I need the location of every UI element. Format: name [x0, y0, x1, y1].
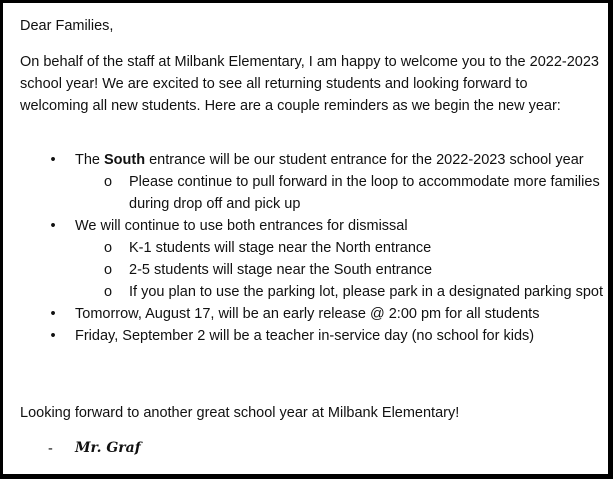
intro-paragraph: On behalf of the staff at Milbank Elementary, I am happy to welcome you to the 2022-2023 school year! We are excited to see all returning students and looking forward to welcoming all new students. Here are a couple reminders as we begin the new year:	[20, 54, 599, 114]
bullet-text-suffix: entrance will be our student entrance for the 2022-2023 school year	[145, 152, 584, 168]
sub-bullet-item	[20, 259, 605, 281]
sub-bullet-marker: o	[103, 174, 113, 190]
bullet-marker: •	[50, 218, 56, 234]
bullet-item	[20, 325, 605, 347]
sub-bullet-text: 2-5 students will stage near the South entrance	[129, 262, 433, 278]
bullet-text: We will continue to use both entrances for dismissal	[75, 218, 408, 234]
sub-bullet-marker: o	[103, 284, 113, 300]
bullet-item	[20, 215, 605, 237]
bullet-marker: •	[50, 152, 56, 168]
bullet-text-prefix: The	[75, 152, 105, 168]
signature-name: Mr. Graf	[75, 440, 141, 456]
sub-bullet-text: K-1 students will stage near the North entrance	[129, 240, 432, 256]
sub-bullet-text: If you plan to use the parking lot, please park in a designated parking spot	[129, 284, 603, 300]
bullet-item	[20, 303, 605, 325]
sub-bullet-marker: o	[103, 262, 113, 278]
bullet-item	[20, 149, 605, 171]
sub-bullet-item	[20, 237, 605, 259]
bullet-marker: •	[50, 328, 56, 344]
signature-dash: -	[48, 441, 53, 457]
bullet-text: Tomorrow, August 17, will be an early release @ 2:00 pm for all students	[75, 306, 540, 322]
sub-bullet-item	[20, 281, 605, 303]
closing-line: Looking forward to another great school year at Milbank Elementary!	[20, 405, 460, 421]
greeting: Dear Families,	[20, 18, 114, 34]
sub-bullet-item	[20, 171, 605, 215]
sub-bullet-text: Please continue to pull forward in the loop to accommodate more families during drop off and pick up	[129, 174, 600, 212]
bullet-marker: •	[50, 306, 56, 322]
reminder-list	[20, 149, 605, 347]
sub-bullet-marker: o	[103, 240, 113, 256]
bullet-text-bold: South	[104, 152, 146, 168]
bullet-text: Friday, September 2 will be a teacher in-service day (no school for kids)	[75, 328, 535, 344]
